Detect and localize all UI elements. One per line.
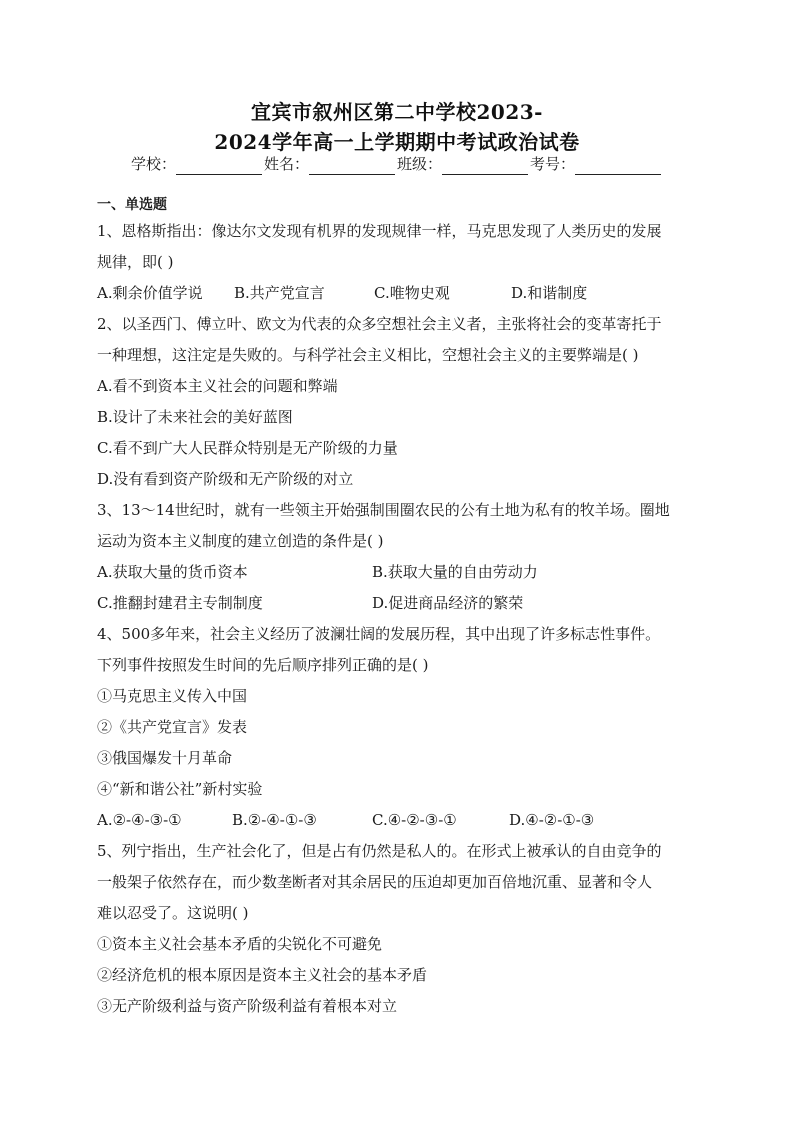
question-stem-line: 运动为资本主义制度的建立创造的条件是( )	[97, 532, 384, 550]
option-c: C.推翻封建君主专制制度	[97, 594, 263, 612]
option-a: A.②-④-③-①	[97, 811, 182, 829]
class-blank	[442, 158, 528, 175]
statement-item: ②经济危机的根本原因是资本主义社会的基本矛盾	[97, 966, 428, 984]
statement-item: ④“新和谐公社”新村实验	[97, 780, 263, 798]
question-stem-line: 一种理想，这注定是失败的。与科学社会主义相比，空想社会主义的主要弊端是( )	[97, 346, 639, 364]
option-c: C.看不到广大人民群众特别是无产阶级的力量	[97, 439, 398, 457]
question-stem-line: 一般架子依然存在，而少数垄断者对其余居民的压迫却更加百倍地沉重、显著和令人	[97, 873, 653, 891]
question-1	[97, 216, 697, 309]
exam-title-line2: 2024学年高一上学期期中考试政治试卷	[214, 130, 580, 154]
option-d: D.④-②-①-③	[509, 811, 595, 829]
option-c: C.④-②-③-①	[372, 811, 457, 829]
name-label: 姓名：	[263, 155, 309, 173]
exam-title-line1: 宜宾市叙州区第二中学校2023-	[251, 100, 543, 124]
statement-item: ①资本主义社会基本矛盾的尖锐化不可避免	[97, 935, 383, 953]
section-heading: 一、单选题	[97, 197, 167, 213]
option-d: D.没有看到资产阶级和无产阶级的对立	[97, 470, 354, 488]
question-stem-line: 5、列宁指出，生产社会化了，但是占有仍然是私人的。在形式上被承认的自由竞争的	[97, 842, 662, 860]
name-field	[264, 153, 397, 175]
options-row	[97, 588, 697, 619]
option-c: C.唯物史观	[374, 284, 450, 302]
option-b: B.获取大量的自由劳动力	[372, 563, 538, 581]
question-stem-line: 下列事件按照发生时间的先后顺序排列正确的是( )	[97, 656, 429, 674]
exam-no-label: 考号：	[530, 155, 576, 173]
name-blank	[309, 158, 395, 175]
option-a: A.剩余价值学说	[97, 284, 203, 302]
options-row	[97, 805, 697, 836]
question-stem-line: 4、500多年来，社会主义经历了波澜壮阔的发展历程，其中出现了许多标志性事件。	[97, 625, 661, 643]
class-field	[397, 153, 530, 175]
option-d: D.和谐制度	[511, 284, 588, 302]
question-stem-line: 3、13～14世纪时，就有一些领主开始强制围圈农民的公有土地为私有的牧羊场。圈地	[97, 501, 670, 519]
options-row	[97, 278, 697, 309]
option-d: D.促进商品经济的繁荣	[372, 594, 524, 612]
question-3	[97, 495, 697, 619]
question-stem-line: 1、恩格斯指出：像达尔文发现有机界的发现规律一样，马克思发现了人类历史的发展	[97, 222, 662, 240]
question-5	[97, 836, 697, 1022]
school-field	[131, 153, 264, 175]
question-4	[97, 619, 697, 836]
class-label: 班级：	[397, 155, 443, 173]
exam-no-field	[530, 153, 663, 175]
school-label: 学校：	[130, 155, 176, 173]
question-stem-line: 难以忍受了。这说明( )	[97, 904, 249, 922]
statement-item: ①马克思主义传入中国	[97, 687, 248, 705]
school-blank	[176, 158, 262, 175]
statement-item: ③无产阶级利益与资产阶级利益有着根本对立	[97, 997, 398, 1015]
option-b: B.②-④-①-③	[232, 811, 317, 829]
exam-no-blank	[575, 158, 661, 175]
options-row	[97, 557, 697, 588]
student-info-line	[0, 153, 794, 175]
statement-item: ②《共产党宣言》发表	[97, 718, 248, 736]
option-a: A.获取大量的货币资本	[97, 563, 248, 581]
statement-item: ③俄国爆发十月革命	[97, 749, 233, 767]
exam-content	[97, 194, 697, 1022]
option-b: B.共产党宣言	[234, 284, 325, 302]
question-2	[97, 309, 697, 495]
option-a: A.看不到资本主义社会的问题和弊端	[97, 377, 338, 395]
question-stem-line: 2、以圣西门、傅立叶、欧文为代表的众多空想社会主义者，主张将社会的变革寄托于	[97, 315, 662, 333]
question-stem-line: 规律，即( )	[97, 253, 174, 271]
option-b: B.设计了未来社会的美好蓝图	[97, 408, 293, 426]
